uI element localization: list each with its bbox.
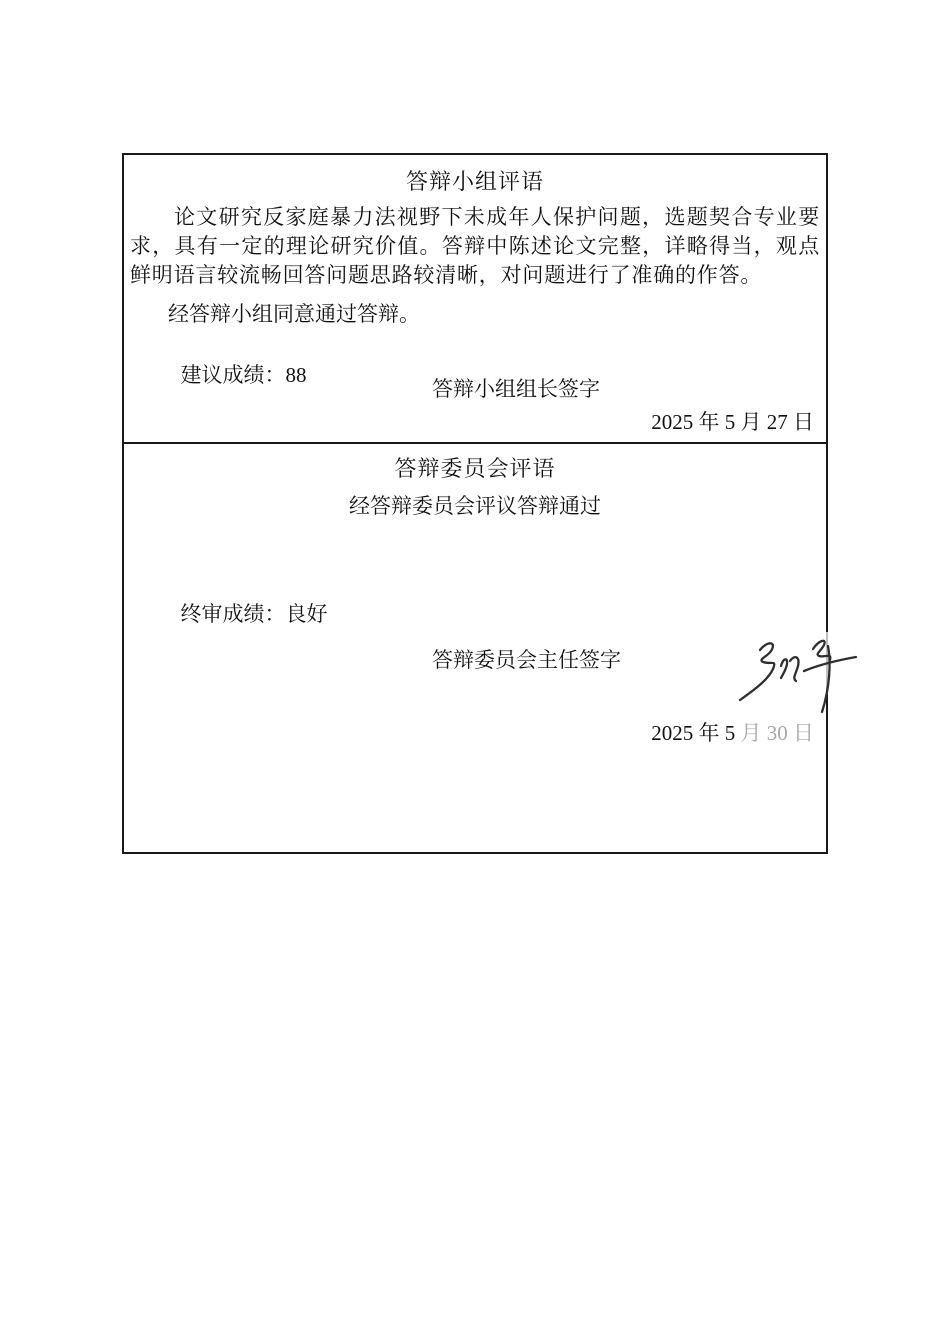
group-leader-signature-label: 答辩小组组长签字 bbox=[432, 377, 600, 401]
final-score-label: 终审成绩： bbox=[180, 602, 286, 626]
suggested-score-label: 建议成绩： bbox=[180, 363, 286, 387]
committee-chair-signature-label: 答辩委员会主任签字 bbox=[432, 648, 621, 672]
evaluation-form-table bbox=[122, 153, 828, 854]
defense-group-comment-paragraph: 论文研究反家庭暴力法视野下未成年人保护问题，选题契合专业要求，具有一定的理论研究价值。答辩中陈述论文完整，详略得当，观点鲜明语言较流畅回答问题思路较清晰，对问题进行了准确的作答。 bbox=[130, 205, 820, 287]
defense-committee-title: 答辩委员会评语 bbox=[394, 456, 556, 481]
committee-date-visible: 2025 年 5 bbox=[651, 721, 736, 745]
final-score-value: 良好 bbox=[285, 602, 328, 626]
defense-committee-date bbox=[124, 690, 826, 777]
final-score-line bbox=[124, 571, 826, 658]
defense-group-conclusion: 经答辩小组同意通过答辩。 bbox=[168, 302, 420, 326]
defense-committee-section bbox=[124, 444, 826, 852]
defense-group-section bbox=[124, 155, 826, 444]
defense-group-title: 答辩小组评语 bbox=[405, 169, 544, 194]
suggested-score-value: 88 bbox=[285, 363, 307, 387]
defense-committee-conclusion: 经答辩委员会评议答辩通过 bbox=[349, 494, 601, 518]
defense-group-date: 2025 年 5 月 27 日 bbox=[651, 410, 814, 434]
committee-date-obscured: 月 30 日 bbox=[735, 721, 814, 745]
